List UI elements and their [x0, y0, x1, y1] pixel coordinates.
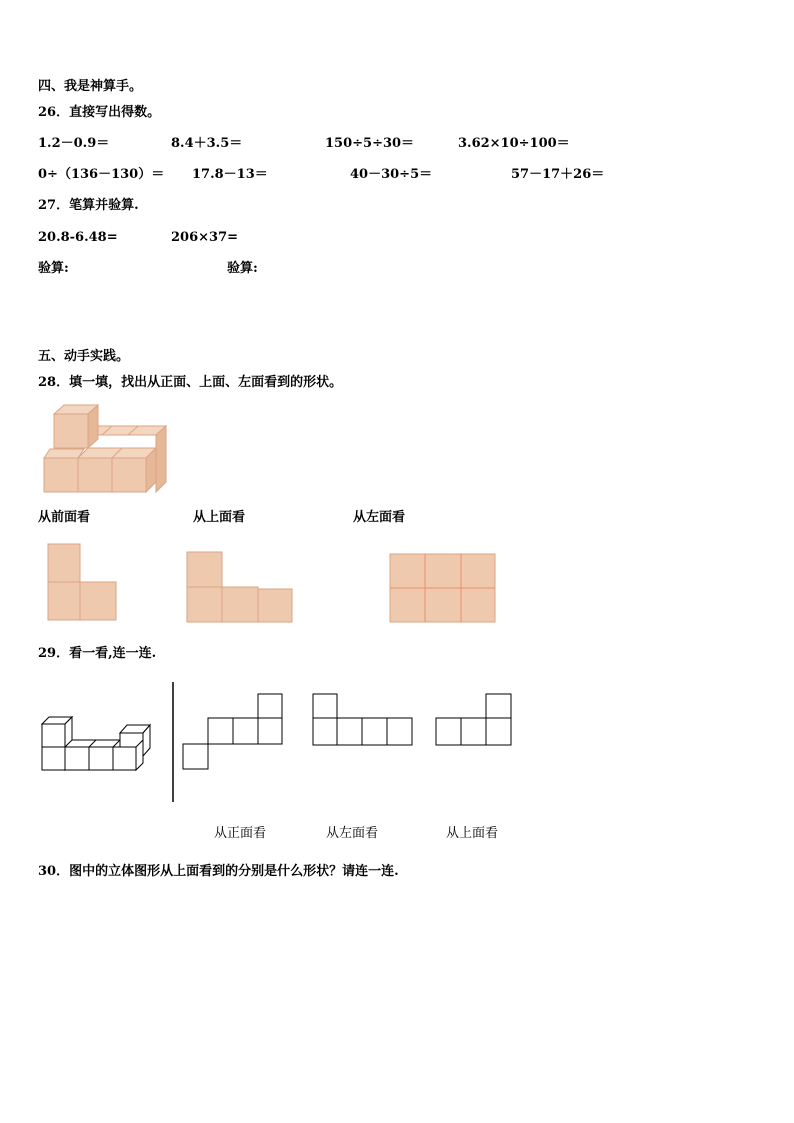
- q28-cube-solid: [40, 402, 174, 496]
- q29-title: 29．看一看,连一连.: [38, 646, 157, 661]
- q26-title: 26．直接写出得数。: [38, 105, 161, 120]
- q27-check-label-2: 验算:: [227, 261, 258, 276]
- section-5-title: 五、动手实践。: [38, 349, 130, 364]
- q26-r2-c1: 0÷（136－130）＝: [38, 167, 165, 182]
- q28-view-front: [47, 543, 119, 621]
- q29-label-front: 从正面看: [214, 826, 267, 841]
- q29-divider: [171, 682, 175, 802]
- q26-r2-c4: 57－17＋26＝: [511, 167, 605, 182]
- q26-r2-c2: 17.8－13＝: [192, 167, 268, 182]
- q28-view-left: [389, 553, 497, 623]
- q28-label-left: 从左面看: [353, 510, 406, 525]
- q27-check-label-1: 验算:: [38, 261, 69, 276]
- q28-view-top: [186, 551, 294, 623]
- q29-label-left: 从左面看: [326, 826, 379, 841]
- q26-r1-c3: 150÷5÷30＝: [325, 136, 415, 151]
- q29-view-option-3: [435, 693, 515, 747]
- q29-view-option-2: [312, 693, 414, 747]
- q29-cube-solid: [40, 715, 156, 771]
- q29-view-option-1: [182, 693, 284, 771]
- q29-label-top: 从上面看: [446, 826, 499, 841]
- q28-label-front: 从前面看: [38, 510, 91, 525]
- q28-title: 28．填一填，找出从正面、上面、左面看到的形状。: [38, 375, 343, 390]
- q26-r1-c2: 8.4＋3.5＝: [171, 136, 243, 151]
- q26-r2-c3: 40－30÷5＝: [350, 167, 433, 182]
- q27-title: 27．笔算并验算.: [38, 198, 139, 213]
- q27-expr-2: 206×37=: [171, 230, 239, 245]
- q30-title: 30．图中的立体图形从上面看到的分别是什么形状？请连一连.: [38, 864, 399, 879]
- q28-label-top: 从上面看: [193, 510, 246, 525]
- section-4-title: 四、我是神算手。: [38, 79, 143, 94]
- q27-expr-1: 20.8-6.48=: [38, 230, 118, 245]
- q26-r1-c4: 3.62×10÷100＝: [458, 136, 570, 151]
- q26-r1-c1: 1.2－0.9＝: [38, 136, 110, 151]
